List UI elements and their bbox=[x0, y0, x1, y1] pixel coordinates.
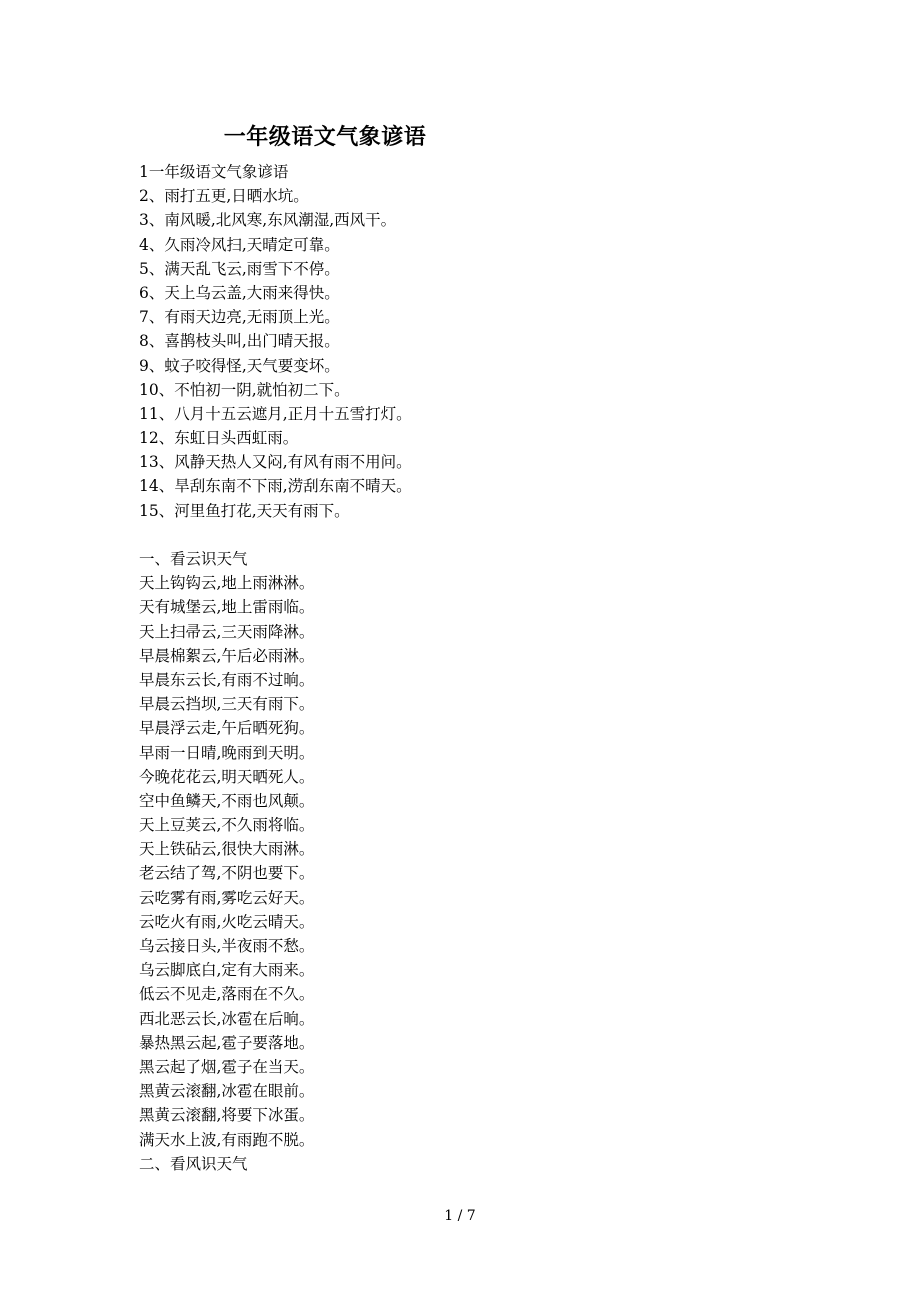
cloud-proverb-list bbox=[139, 571, 779, 1152]
proverb-line: 12、东虹日头西虹雨。 bbox=[139, 429, 299, 448]
proverb-line: 西北恶云长,冰雹在后晌。 bbox=[139, 1009, 315, 1028]
proverb-line: 天上铁砧云,很快大雨淋。 bbox=[139, 840, 315, 859]
proverb-line: 黑黄云滚翻,将要下冰蛋。 bbox=[139, 1106, 315, 1125]
paragraph-gap bbox=[139, 523, 779, 547]
section-heading-wind: 二、看风识天气 bbox=[139, 1154, 248, 1173]
proverb-line: 9、蚊子咬得怪,天气要变坏。 bbox=[139, 356, 340, 375]
proverb-line: 1一年级语文气象谚语 bbox=[139, 163, 289, 181]
proverb-line: 早晨云挡坝,三天有雨下。 bbox=[139, 695, 315, 714]
proverb-line: 5、满天乱飞云,雨雪下不停。 bbox=[139, 259, 340, 278]
proverb-line: 乌云脚底白,定有大雨来。 bbox=[139, 961, 315, 980]
proverb-line: 4、久雨冷风扫,天晴定可靠。 bbox=[139, 235, 340, 254]
proverb-line: 7、有雨天边亮,无雨顶上光。 bbox=[139, 308, 340, 327]
proverb-line: 满天水上波,有雨跑不脱。 bbox=[139, 1130, 315, 1149]
proverb-line: 11、八月十五云遮月,正月十五雪打灯。 bbox=[139, 404, 412, 423]
intro-list bbox=[139, 160, 779, 523]
proverb-line: 早晨棉絮云,午后必雨淋。 bbox=[139, 646, 315, 665]
section-heading-clouds: 一、看云识天气 bbox=[139, 550, 248, 568]
proverb-line: 6、天上乌云盖,大雨来得快。 bbox=[139, 283, 340, 302]
proverb-line: 云吃雾有雨,雾吃云好天。 bbox=[139, 888, 315, 907]
proverb-line: 老云结了驾,不阴也要下。 bbox=[139, 864, 315, 883]
proverb-line: 15、河里鱼打花,天天有雨下。 bbox=[139, 501, 350, 520]
proverb-line: 天上钩钩云,地上雨淋淋。 bbox=[139, 574, 315, 593]
proverb-line: 早晨浮云走,午后晒死狗。 bbox=[139, 719, 315, 738]
proverb-line: 3、南风暖,北风寒,东风潮湿,西风干。 bbox=[139, 211, 397, 230]
proverb-line: 早雨一日晴,晚雨到天明。 bbox=[139, 743, 315, 762]
proverb-line: 暴热黑云起,雹子要落地。 bbox=[139, 1033, 315, 1052]
proverb-line: 空中鱼鳞天,不雨也风颠。 bbox=[139, 791, 315, 810]
proverb-line: 乌云接日头,半夜雨不愁。 bbox=[139, 937, 315, 955]
proverb-line: 2、雨打五更,日晒水坑。 bbox=[139, 187, 309, 206]
proverb-line: 云吃火有雨,火吃云晴天。 bbox=[139, 912, 315, 931]
proverb-line: 14、旱刮东南不下雨,涝刮东南不晴天。 bbox=[139, 477, 412, 496]
proverb-line: 黑黄云滚翻,冰雹在眼前。 bbox=[139, 1082, 315, 1101]
proverb-line: 天有城堡云,地上雷雨临。 bbox=[139, 598, 315, 617]
proverb-line: 低云不见走,落雨在不久。 bbox=[139, 985, 315, 1004]
page-number: 1 / 7 bbox=[444, 1208, 476, 1224]
proverb-line: 天上扫帚云,三天雨降淋。 bbox=[139, 622, 315, 641]
proverb-line: 天上豆荚云,不久雨将临。 bbox=[139, 816, 315, 835]
proverb-line: 今晚花花云,明天晒死人。 bbox=[139, 767, 315, 786]
proverb-line: 黑云起了烟,雹子在当天。 bbox=[139, 1057, 315, 1076]
document-title: 一年级语文气象谚语 bbox=[223, 124, 427, 150]
proverb-line: 早晨东云长,有雨不过晌。 bbox=[139, 670, 315, 689]
proverb-line: 13、风静天热人又闷,有风有雨不用问。 bbox=[139, 453, 412, 472]
document-body bbox=[139, 160, 779, 1176]
proverb-line: 10、不怕初一阴,就怕初二下。 bbox=[139, 380, 350, 399]
proverb-line: 8、喜鹊枝头叫,出门晴天报。 bbox=[139, 332, 340, 351]
